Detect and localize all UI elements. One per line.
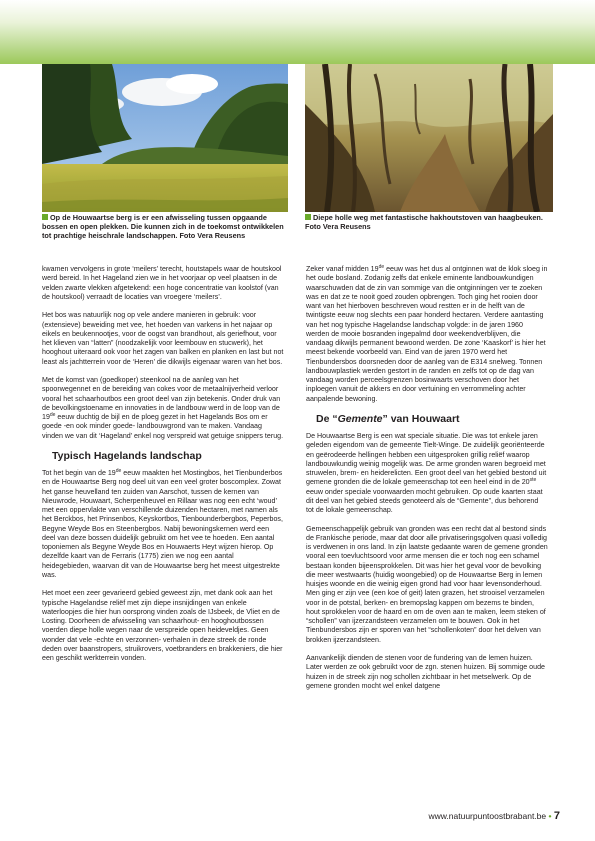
left-column	[42, 265, 284, 673]
paragraph: Het bos was natuurlijk nog op vele andere manieren in gebruik: voor (extensieve) beweiding met vee, het hoeden van varkens in het najaar op eikels en beukennootjes, voor de oogst van brandhout, als geriefhout, voor het klieven van “latten” (noodzakelijk voor leembouw en stucwerk), het hooghout uiteraard ook voor het zagen van balken en planken en last but not least als jachtterrein voor de ‘Heren’ die dikwijls eigenaar waren van het bos.	[42, 311, 284, 366]
paragraph: Zeker vanaf midden 19de eeuw was het dus al ontginnen wat de klok sloeg in het oude bosland. Zodanig zelfs dat enkele eminente landbouwkundigen waarschuwden dat de zin van sommige van die ontginningen ver te zoeken was en dat ze te nooit goed zouden opbrengen. Toch ging het rooien door want van het hierboven beschreven woud restten er in de helft van de twintigste eeuw nog slechts een paar honderd hectaren. Verdere aantasting van het nog typische Hagelandse landschap volgde: in de jaren 1960 werden de mooie bosranden ingepalmd door weekendverblijven, die vandaag dikwijls permanent bewoond werden. De zone ‘Kaaskorf’ is hier het meest bekende voorbeeld van. Eind van de jaren 1970 werd het Tienbundersbos doorsneden door de aanleg van de E314 snelweg. Tonnen landbouwplastiek werden gestort in de randen en zelfs tot op de dag van vandaag worden perceelsgrenzen bosinwaarts verschoven door het inploegen vanuit de akkers en door vertuining en verrommeling achter aanpalende bewoning.	[306, 264, 548, 403]
footer-separator-dot: •	[548, 811, 552, 821]
caption-left	[42, 213, 292, 241]
paragraph: kwamen vervolgens in grote ‘meilers’ terecht, houtstapels waar de houtskool werd bereid. In het Hageland zien we in het voorjaar op veel plaatsen in de velden zwarte vlekken afgetekend: een hoge concentratie van koolstof (van de houtskool) verraadt de locaties van vroegere ‘meilers’.	[42, 265, 282, 301]
section-heading: Typisch Hagelands landschap	[52, 450, 202, 462]
section-heading: De “Gemente” van Houwaart	[316, 413, 460, 425]
paragraph: Het moet een zeer gevarieerd gebied geweest zijn, met dank ook aan het typische Hagelandse reliëf met zijn diepe insnijdingen van enkele waterloopjes die hier hun oorsprong vinden zoals de IJsbeek, de Vliet en de Losting. Doorheen de afwisseling van schaarhout- en hooghoutbossen voerden diepe holle wegen naar de verspreide open heideveldjes. Geen wonder dat vele -echte en verzonnen- verhalen in deze streek de ronde deden over baanstropers, struikrovers, voetbranders en brakkeniers, die hier een geschikt werkterrein vonden.	[42, 589, 283, 662]
paragraph: Met de komst van (goedkoper) steenkool na de aanleg van het spoorwegennet en de bereiding van cokes voor de metaalnijverheid verloor vooral het schaarhoutbos een groot deel van zijn betekenis. Onder druk van de bevolkingstoename en innovaties in de landbouw werd in de loop van de 19de eeuw duchtig de bijl en de ploeg gezet in het Hagelands Bos om er goede -en ook minder goede- landbouwgrond van te maken. Vandaag vinden we van dit ‘Hageland’ enkel nog verspreid wat getuige snippers terug.	[42, 376, 284, 440]
right-column	[306, 265, 548, 700]
caption-right-text: Diepe holle weg met fantastische hakhoutstoven van haagbeuken. Foto Vera Reusens	[305, 213, 543, 232]
caption-marker	[305, 214, 311, 220]
paragraph: Gemeenschappelijk gebruik van gronden was een recht dat al bestond sinds de Frankische periode, maar dat door alle privatiseringsgolven quasi volledig is verdwenen in ons land. In zijn laatste gedaante waren de gemene gronden vooral een toevluchtsoord voor arme mensen die er toch nog een schamel bestaan konden bijeensprokkelen. Dit was hier het geval voor de bevolking die meer westwaarts (huidig woongebied) op de Houwaartse Berg in lemen huisjes woonde en die weinig eigen grond had voor haar levensonderhoud. Men ging er zijn vee (een koe of geit) laten grazen, het strooisel verzamelen voor in de potstal, berken- en bremopslag kappen om bezems te binden, hout sprokkelen voor de haard en om de oven aan te maken, leem steken of “schollen” van ijzerzandsteen verzamelen om te bouwen. Ook in het Tienbundersbos zijn er sporen van het “schollenkoten” door het delven van brokken ijzerzandsteen.	[306, 524, 548, 644]
footer-url[interactable]: www.natuurpuntoostbrabant.be	[428, 811, 547, 821]
paragraph: De Houwaartse Berg is een wat speciale situatie. Die was tot enkele jaren geleden eigendom van de gemeente Tielt-Winge. De zuidelijk georiënteerde en geërodeerde hellingen hebben een uitgesproken grillig reliëf waarop landbouwkundig weinig mogelijk was. De arme gronden waren begroeid met struwelen, brem- en heiderelicten. Een groot deel van het gebied bestond uit gemene gronden die de lokale gemeenschap tot een heel eind in de 20ste eeuw onder speciale voorwaarden mocht gebruiken. Op oude kaarten staat dit deel van het gebied steeds genoteerd als de “Gemente”, dus behorend tot de lokale gemeenschap.	[306, 432, 547, 514]
caption-right	[305, 213, 555, 231]
paragraph: Tot het begin van de 19de eeuw maakten het Mostingbos, het Tienbunderbos en de Houwaartse Berg nog deel uit van een veel groter boscomplex. Zowat het ganse heuvelland ten zuiden van Aarschot, tussen de kernen van Nieuwrode, Houwaart, Scherpenheuvel en Rillaar was nog een echt ‘woud’ met een oppervlakte van verschillende duizenden hectaren, met namen als het Berckbos, het Prinsenbos, Keyskortbos, Tienbounderbergbos, Peperbos, Begyne Weyde Bos en Steenbergbos. Nabij bewoningskernen werd een deel van deze bossen duidelijk gebruikt om het vee te hoeden. Een aantal toponiemen als Begyne Weyde Bos en Houwaerts Heyt wijzen hierop. Op dezelfde kaart van de Ferraris (1775) zien we nog een aantal heidegebieden, waarvan dit van de Houwaartse berg het meest uitgestrekte was.	[42, 468, 283, 579]
caption-left-text: Op de Houwaartse berg is er een afwisseling tussen opgaande bossen en open plekken. Die kunnen zich in de toekomst ontwikkelen tot prachtige heischrale landschappen. Foto Vera Reusens	[42, 213, 284, 241]
page-footer	[380, 810, 560, 822]
caption-marker	[42, 214, 48, 220]
page-number: 7	[553, 810, 560, 822]
header-green-band	[0, 0, 595, 64]
paragraph: Aanvankelijk dienden de stenen voor de fundering van de lemen huizen. Later werden ze ook gebruikt voor de zgn. stenen huizen. Bij sommige oude huizen in de streek zijn nog schollen zichtbaar in het metselwerk. Op de gemene gronden mocht wel enkel datgene	[306, 654, 545, 690]
photo-sunken-lane	[305, 64, 553, 212]
photo-heathland	[42, 64, 288, 212]
